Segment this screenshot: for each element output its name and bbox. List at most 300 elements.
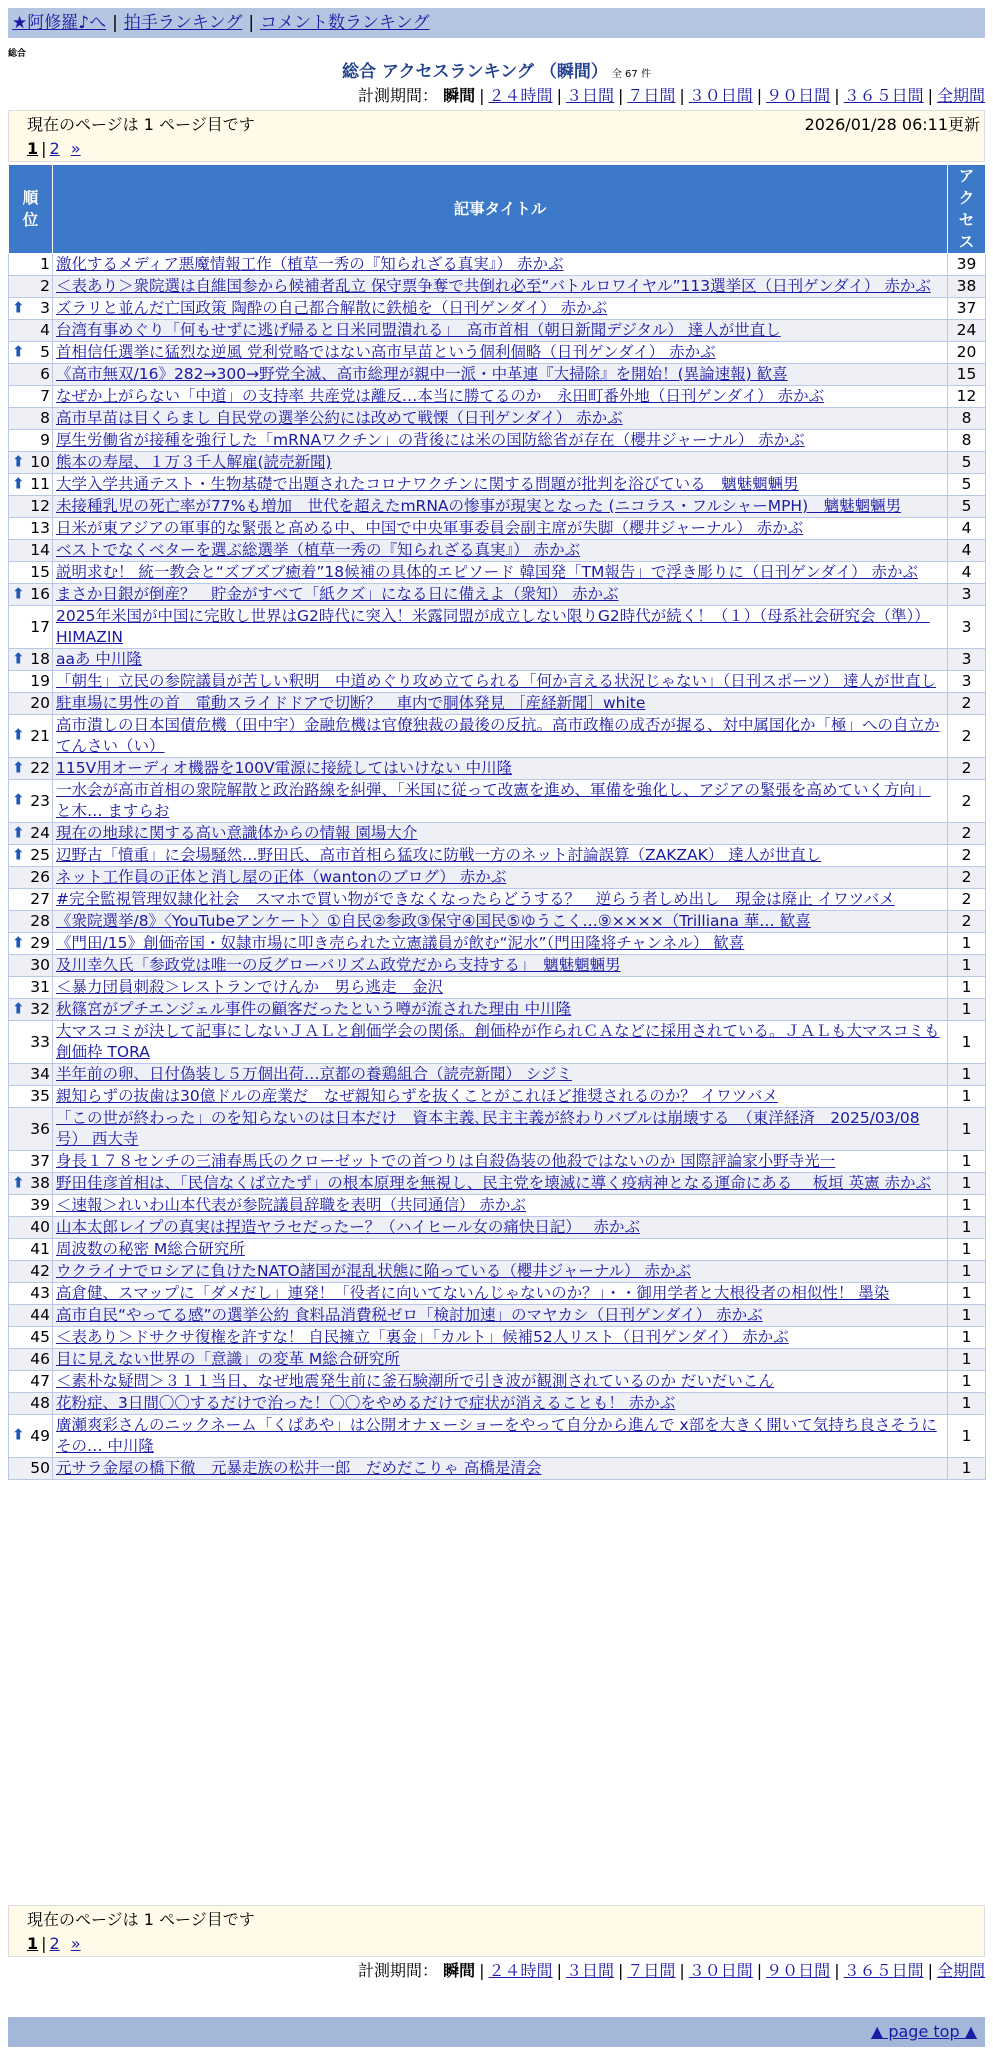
home-link[interactable]: ★阿修羅♪へ — [12, 13, 107, 33]
rank-number: 30 — [30, 956, 50, 974]
rank-header: 順位 — [9, 165, 53, 254]
rank-up-arrow-icon: ⬆ — [12, 473, 25, 492]
rank-up-arrow-icon: ⬆ — [12, 757, 25, 776]
table-row — [9, 1195, 986, 1217]
rank-up-arrow-icon: ⬆ — [12, 998, 25, 1017]
access-count: 1 — [948, 1283, 986, 1305]
access-count: 1 — [948, 1173, 986, 1195]
article-title-link[interactable]: 熊本の寿屋、１万３千人解雇(読売新聞) — [56, 453, 332, 471]
rank-cell — [9, 1064, 53, 1086]
page-2-link[interactable]: 2 — [49, 1934, 60, 1953]
rank-number: 42 — [30, 1262, 50, 1280]
rank-cell — [9, 474, 53, 496]
article-title-link[interactable]: ベストでなくベターを選ぶ総選挙（植草一秀の『知られざる真実』） 赤かぶ — [56, 541, 581, 559]
rank-number: 22 — [30, 759, 50, 777]
access-count: 1 — [948, 1151, 986, 1173]
table-row — [9, 671, 986, 693]
access-count: 2 — [948, 911, 986, 933]
rank-cell — [9, 999, 53, 1021]
article-title-link[interactable]: 目に見えない世界の「意識」の変革 M総合研究所 — [56, 1350, 400, 1368]
title-cell — [53, 474, 948, 496]
title-cell — [53, 606, 948, 649]
article-title-link[interactable]: 一水会が高市首相の衆院解散と政治路線を糾弾、「米国に従って改憲を進め、軍備を強化し、アジアの緊張を高めていく方向」と木… ますらお — [56, 781, 931, 820]
period-3d-link[interactable]: ３日間 — [565, 86, 614, 105]
current-page-number: 1 — [27, 139, 39, 158]
article-title-link[interactable]: 説明求む！ 統一教会と“ズブズブ癒着”18候補の具体的エピソード 韓国発「TM報告」で浮き彫りに（日刊ゲンダイ） 赤かぶ — [56, 563, 919, 581]
access-count: 1 — [948, 1371, 986, 1393]
rank-cell — [9, 889, 53, 911]
title-cell — [53, 540, 948, 562]
access-count: 37 — [948, 298, 986, 320]
period-all-link[interactable]: 全期間 — [936, 1961, 985, 1980]
rank-number: 36 — [30, 1119, 50, 1138]
table-row — [9, 408, 986, 430]
table-row — [9, 276, 986, 298]
table-row — [9, 823, 986, 845]
title-cell — [53, 999, 948, 1021]
article-title-link[interactable]: ネット工作員の正体と消し屋の正体（wantonのブログ） 赤かぶ — [56, 868, 507, 886]
access-count: 1 — [948, 1327, 986, 1349]
article-title-link[interactable]: ＜表あり＞ドサクサ復権を許すな！ 自民擁立「裏金」「カルト」候補52人リスト（日刊ゲンダイ） 赤かぶ — [56, 1328, 789, 1346]
ranking-table — [8, 164, 986, 1480]
next-page-link[interactable]: » — [70, 1934, 81, 1953]
table-row — [9, 867, 986, 889]
top-nav-bar — [8, 8, 985, 38]
table-row — [9, 1371, 986, 1393]
article-title-link[interactable]: 激化するメディア悪魔情報工作（植草一秀の『知られざる真実』） 赤かぶ — [56, 255, 564, 273]
table-row — [9, 254, 986, 276]
title-cell — [53, 386, 948, 408]
rank-cell — [9, 1217, 53, 1239]
rank-number: 12 — [30, 497, 50, 515]
rank-number: 6 — [40, 365, 50, 383]
article-title-link[interactable]: 115V用オーディオ機器を100V電源に接続してはいけない 中川隆 — [56, 759, 513, 777]
title-cell — [53, 1195, 948, 1217]
rank-up-arrow-icon: ⬆ — [12, 1425, 25, 1444]
access-count: 1 — [948, 1349, 986, 1371]
rank-up-arrow-icon: ⬆ — [12, 648, 25, 667]
table-row — [9, 933, 986, 955]
article-title-link[interactable]: #完全監視管理奴隷化社会 スマホで買い物ができなくなったらどうする？ 逆らう者しめ出し 現金は廃止 イワツバメ — [56, 890, 895, 908]
access-count: 8 — [948, 430, 986, 452]
title-cell — [53, 430, 948, 452]
table-row — [9, 1283, 986, 1305]
title-cell — [53, 1261, 948, 1283]
article-title-link[interactable]: 高市自民“やってる感”の選挙公約 食料品消費税ゼロ「検討加速」のマヤカシ（日刊ゲンダイ） 赤かぶ — [56, 1306, 763, 1324]
title-cell — [53, 1458, 948, 1480]
rank-number: 34 — [30, 1065, 50, 1083]
rank-cell — [9, 1415, 53, 1458]
title-cell — [53, 1064, 948, 1086]
rank-up-arrow-icon: ⬆ — [12, 451, 25, 470]
rank-cell — [9, 1021, 53, 1064]
rank-number: 3 — [40, 299, 50, 317]
access-count: 5 — [948, 496, 986, 518]
rank-cell — [9, 823, 53, 845]
clap-ranking-link[interactable]: 拍手ランキング — [123, 13, 243, 33]
rank-number: 21 — [30, 726, 50, 745]
article-title-link[interactable]: 半年前の卵、日付偽装し５万個出荷…京都の養鶏組合（読売新聞） シジミ — [56, 1065, 573, 1083]
table-row — [9, 955, 986, 977]
period-30d-link[interactable]: ３０日間 — [688, 1961, 753, 1980]
article-title-link[interactable]: 《高市無双/16》282→300→野党全滅、高市総理が親中一派・中革連『大掃除』を開始！(異論速報) 歓喜 — [56, 365, 788, 383]
table-row — [9, 693, 986, 715]
rank-number: 13 — [30, 519, 50, 537]
title-cell — [53, 715, 948, 758]
page-title — [0, 61, 993, 86]
article-title-link[interactable]: ズラリと並んだ亡国政策 陶酔の自己都合解散に鉄槌を（日刊ゲンダイ） 赤かぶ — [56, 299, 608, 317]
table-row — [9, 780, 986, 823]
access-count: 3 — [948, 584, 986, 606]
title-cell — [53, 1283, 948, 1305]
rank-cell — [9, 518, 53, 540]
title-cell — [53, 1173, 948, 1195]
access-count: 2 — [948, 693, 986, 715]
current-page-text: 現在のページは 1 ページ目です — [27, 115, 255, 134]
article-title-link[interactable]: 台湾有事めぐり「何もせずに逃げ帰ると日米同盟潰れる」 高市首相（朝日新聞デジタル） 達人が世直し — [56, 321, 781, 339]
access-count: 2 — [948, 845, 986, 867]
rank-up-arrow-icon: ⬆ — [12, 932, 25, 951]
period-selector-bottom: 計測期間： 瞬間 | ２４時間 | ３日間 | ７日間 | ３０日間 | ９０日間 | ３６５日間 | 全期間 — [358, 1961, 985, 1980]
table-row — [9, 430, 986, 452]
rank-cell — [9, 298, 53, 320]
rank-cell — [9, 649, 53, 671]
period-365d-link[interactable]: ３６５日間 — [843, 86, 924, 105]
page-2-link[interactable]: 2 — [49, 139, 60, 158]
article-title-link[interactable]: ＜表あり＞衆院選は自維国参から候補者乱立 保守票争奪で共倒れ必至“バトルロワイヤル”113選挙区（日刊ゲンダイ） 赤かぶ — [56, 277, 931, 295]
table-row — [9, 845, 986, 867]
access-count: 1 — [948, 1108, 986, 1151]
article-title-link[interactable]: 高倉健、スマップに「ダメだし」連発！「役者に向いてないんじゃないのか？」・・御用学者と大根役者の相似性！ 墨染 — [56, 1284, 890, 1302]
article-title-link[interactable]: 秋篠宮がプチエンジェル事件の顧客だったという噂が流された理由 中川隆 — [56, 1000, 572, 1018]
article-title-link[interactable]: ＜素朴な疑問＞３１１当日、なぜ地震発生前に釜石験潮所で引き波が観測されているのか だいだいこん — [56, 1372, 774, 1390]
article-title-link[interactable]: 「この世が終わった」のを知らないのは日本だけ 資本主義､民主主義が終わりバブルは崩壊する （東洋経済 2025/03/08号） 西大寺 — [56, 1109, 920, 1148]
period-label: 計測期間： — [358, 86, 439, 105]
article-title-link[interactable]: 《門田/15》創価帝国・奴隷市場に叩き売られた立憲議員が飲む“泥水”（門田隆将チャンネル） 歓喜 — [56, 934, 745, 952]
rank-number: 38 — [30, 1174, 50, 1192]
page-top-link[interactable]: ▲ page top ▲ — [870, 2022, 977, 2041]
table-row — [9, 1305, 986, 1327]
access-count: 39 — [948, 254, 986, 276]
table-row — [9, 1458, 986, 1480]
table-row — [9, 1173, 986, 1195]
rank-number: 15 — [30, 563, 50, 581]
title-cell — [53, 276, 948, 298]
article-title-link[interactable]: 周波数の秘密 M総合研究所 — [56, 1240, 245, 1258]
rank-number: 20 — [30, 694, 50, 712]
access-count: 4 — [948, 562, 986, 584]
rank-number: 31 — [30, 978, 50, 996]
table-row — [9, 758, 986, 780]
pagination-top — [8, 110, 985, 162]
article-title-link[interactable]: 厚生労働省が接種を強行した「mRNAワクチン」の背後には米の国防総省が存在（櫻井ジャーナル） 赤かぶ — [56, 431, 805, 449]
table-row — [9, 1108, 986, 1151]
rank-cell — [9, 977, 53, 999]
article-title-link[interactable]: 身長１７８センチの三浦春馬氏のクローゼットでの首つりは自殺偽装の他殺ではないのか 国際評論家小野寺光一 — [56, 1152, 836, 1170]
article-title-link[interactable]: 野田佳彦首相は、「民信なくば立たず」の根本原理を無視し、民主党を壊滅に導く疫病神となる運命にある 板垣 英憲 赤かぶ — [56, 1174, 932, 1192]
rank-cell — [9, 1458, 53, 1480]
article-title-link[interactable]: 2025年米国が中国に完敗し世界はG2時代に突入！米露同盟が成立しない限りG2時代が続く！（１）（母系社会研究会（準））HIMAZIN — [56, 607, 930, 646]
article-title-link[interactable]: 花粉症、3日間〇〇するだけで治った！〇〇をやめるだけで症状が消えることも！ 赤かぶ — [56, 1394, 676, 1412]
title-cell — [53, 977, 948, 999]
article-title-link[interactable]: 廣瀬爽彩さんのニックネーム「くぱあや」は公開オナｘーショーをやって自分から進んで x部を大きく開いて気持ち良さそうにその… 中川隆 — [56, 1416, 937, 1455]
period-24h-link[interactable]: ２４時間 — [488, 86, 553, 105]
rank-cell — [9, 845, 53, 867]
rank-up-arrow-icon: ⬆ — [12, 1172, 25, 1191]
rank-up-arrow-icon: ⬆ — [12, 725, 25, 744]
title-cell — [53, 780, 948, 823]
table-row — [9, 1217, 986, 1239]
title-cell — [53, 496, 948, 518]
period-7d-link[interactable]: ７日間 — [627, 86, 676, 105]
table-row — [9, 496, 986, 518]
title-cell — [53, 1349, 948, 1371]
count-header: アクセス — [948, 165, 986, 254]
access-count: 3 — [948, 606, 986, 649]
title-cell — [53, 649, 948, 671]
title-cell — [53, 320, 948, 342]
article-title-link[interactable]: 高市早苗は目くらまし 自民党の選挙公約には改めて戦慄（日刊ゲンダイ） 赤かぶ — [56, 409, 623, 427]
article-title-link[interactable]: 元サラ金屋の橋下徹 元暴走族の松井一郎 だめだこりゃ 高橋是清会 — [56, 1459, 542, 1477]
article-title-link[interactable]: 《衆院選挙/8》〈YouTubeアンケート〉①自民②参政③保守④国民⑤ゆうこく…⑨××××（Trilliana 華… 歓喜 — [56, 912, 811, 930]
period-selector-top: 計測期間： 瞬間 | ２４時間 | ３日間 | ７日間 | ３０日間 | ９０日間 | ３６５日間 | 全期間 — [358, 86, 985, 105]
rank-cell — [9, 408, 53, 430]
article-title-link[interactable]: ＜速報＞れいわ山本代表が参院議員辞職を表明（共同通信） 赤かぶ — [56, 1196, 526, 1214]
article-title-link[interactable]: 駐車場に男性の首 電動スライドドアで切断？ 車内で胴体発見 ［産経新聞］white — [56, 694, 646, 712]
table-row — [9, 999, 986, 1021]
rank-cell — [9, 1086, 53, 1108]
rank-cell — [9, 496, 53, 518]
period-7d-link[interactable]: ７日間 — [627, 1961, 676, 1980]
table-row — [9, 889, 986, 911]
access-count: 1 — [948, 1393, 986, 1415]
article-title-link[interactable]: 大マスコミが決して記事にしないＪＡＬと創価学会の関係。創価枠が作られＣＡなどに採用されている。ＪＡＬも大マスコミも創価枠 TORA — [56, 1022, 940, 1061]
rank-up-arrow-icon: ⬆ — [12, 790, 25, 809]
title-cell — [53, 867, 948, 889]
article-title-link[interactable]: 現在の地球に関する高い意識体からの情報 園場大介 — [56, 824, 418, 842]
access-count: 1 — [948, 1305, 986, 1327]
access-count: 2 — [948, 758, 986, 780]
article-title-link[interactable]: 及川幸久氏「参政党は唯一の反グローバリズム政党だから支持する」 魑魅魍魎男 — [56, 956, 621, 974]
rank-number: 41 — [30, 1240, 50, 1258]
table-row — [9, 1151, 986, 1173]
article-title-link[interactable]: 「朝生」立民の参院議員が苦しい釈明 中道めぐり攻め立てられる「何か言える状況じゃない」（日刊スポーツ） 達人が世直し — [56, 672, 937, 690]
title-cell — [53, 452, 948, 474]
rank-number: 50 — [30, 1459, 50, 1477]
current-page-number: 1 — [27, 1934, 39, 1953]
rank-number: 29 — [30, 934, 50, 952]
rank-up-arrow-icon: ⬆ — [12, 297, 25, 316]
comment-ranking-link[interactable]: コメント数ランキング — [260, 13, 430, 33]
table-row — [9, 386, 986, 408]
period-current: 瞬間 — [443, 86, 476, 105]
title-cell — [53, 1086, 948, 1108]
access-count: 1 — [948, 1064, 986, 1086]
article-title-link[interactable]: 大学入学共通テスト・生物基礎で出題されたコロナワクチンに関する問題が批判を浴びている 魑魅魍魎男 — [56, 475, 799, 493]
rank-number: 37 — [30, 1152, 50, 1170]
access-count: 2 — [948, 823, 986, 845]
table-row — [9, 911, 986, 933]
article-title-link[interactable]: 日米が東アジアの軍事的な緊張と高める中、中国で中央軍事委員会副主席が失脚（櫻井ジャーナル） 赤かぶ — [56, 519, 804, 537]
table-row — [9, 977, 986, 999]
article-title-link[interactable]: まさか日銀が倒産？ 貯金がすべて「紙クズ」になる日に備えよ（衆知） 赤かぶ — [56, 585, 619, 603]
rank-cell — [9, 342, 53, 364]
article-title-link[interactable]: 辺野古「憤重」に会場騒然…野田氏、高市首相ら猛攻に防戦一方のネット討論誤算（ZAKZAK） 達人が世直し — [56, 846, 822, 864]
table-header-row — [9, 165, 986, 254]
rank-number: 25 — [30, 846, 50, 864]
title-cell — [53, 933, 948, 955]
title-cell — [53, 408, 948, 430]
article-title-link[interactable]: 首相信任選挙に猛烈な逆風 党利党略ではない高市早苗という個利個略（日刊ゲンダイ） 赤かぶ — [56, 343, 716, 361]
title-cell — [53, 1021, 948, 1064]
rank-cell — [9, 780, 53, 823]
article-title-link[interactable]: 未接種乳児の死亡率が77%も増加 世代を超えたmRNAの惨事が現実となった (ニコラス・フルシャーMPH) 魑魅魍魎男 — [56, 497, 902, 515]
rank-cell — [9, 671, 53, 693]
next-page-link[interactable]: » — [70, 139, 81, 158]
rank-cell — [9, 430, 53, 452]
rank-cell — [9, 955, 53, 977]
table-row — [9, 298, 986, 320]
title-cell — [53, 1415, 948, 1458]
rank-cell — [9, 386, 53, 408]
period-90d-link[interactable]: ９０日間 — [766, 86, 831, 105]
rank-cell — [9, 562, 53, 584]
rank-number: 10 — [30, 453, 50, 471]
table-row — [9, 1086, 986, 1108]
access-count: 38 — [948, 276, 986, 298]
access-count: 2 — [948, 867, 986, 889]
title-cell — [53, 364, 948, 386]
rank-number: 32 — [30, 1000, 50, 1018]
access-count: 1 — [948, 1021, 986, 1064]
article-title-link[interactable]: 親知らずの抜歯は30億ドルの産業だ なぜ親知らずを抜くことがこれほど推奨されるのか？ イワツバメ — [56, 1087, 778, 1105]
title-cell — [53, 298, 948, 320]
table-row — [9, 342, 986, 364]
rank-number: 18 — [30, 650, 50, 668]
title-cell — [53, 1371, 948, 1393]
table-row — [9, 1393, 986, 1415]
table-row — [9, 1349, 986, 1371]
access-count: 2 — [948, 715, 986, 758]
access-count: 1 — [948, 1261, 986, 1283]
rank-cell — [9, 584, 53, 606]
period-24h-link[interactable]: ２４時間 — [488, 1961, 553, 1980]
article-title-link[interactable]: ＜暴力団員刺殺＞レストランでけんか 男ら逃走 金沢 — [56, 978, 444, 996]
rank-up-arrow-icon: ⬆ — [12, 844, 25, 863]
table-row — [9, 649, 986, 671]
access-count: 12 — [948, 386, 986, 408]
article-title-link[interactable]: 山本太郎レイプの真実は捏造ヤラセだったー？（ハイヒール女の痛快日記） 赤かぶ — [56, 1218, 641, 1236]
rank-cell — [9, 1283, 53, 1305]
period-all-link[interactable]: 全期間 — [936, 86, 985, 105]
title-header: 記事タイトル — [53, 165, 948, 254]
page-links: 1 | 2 » — [27, 1934, 81, 1953]
nav-separator: | — [248, 13, 255, 33]
table-row — [9, 1021, 986, 1064]
access-count: 3 — [948, 649, 986, 671]
rank-cell — [9, 1261, 53, 1283]
table-row — [9, 715, 986, 758]
rank-number: 44 — [30, 1306, 50, 1324]
rank-up-arrow-icon: ⬆ — [12, 583, 25, 602]
access-count: 1 — [948, 1415, 986, 1458]
access-count: 1 — [948, 1217, 986, 1239]
rank-cell — [9, 1393, 53, 1415]
category-label: 総合 — [8, 49, 27, 59]
period-label: 計測期間： — [358, 1961, 439, 1980]
period-3d-link[interactable]: ３日間 — [565, 1961, 614, 1980]
title-cell — [53, 342, 948, 364]
rank-number: 46 — [30, 1350, 50, 1368]
table-row — [9, 364, 986, 386]
article-title-link[interactable]: なぜか上がらない「中道」の支持率 共産党は離反…本当に勝てるのか 永田町番外地（日刊ゲンダイ） 赤かぶ — [56, 387, 825, 405]
article-title-link[interactable]: ウクライナでロシアに負けたNATO諸国が混乱状態に陥っている（櫻井ジャーナル） 赤かぶ — [56, 1262, 692, 1280]
title-cell — [53, 518, 948, 540]
rank-number: 16 — [30, 585, 50, 603]
access-count: 15 — [948, 364, 986, 386]
rank-number: 9 — [40, 431, 50, 449]
table-row — [9, 320, 986, 342]
rank-cell — [9, 933, 53, 955]
page-links: 1 | 2 » — [27, 139, 81, 158]
rank-number: 17 — [30, 617, 50, 636]
rank-up-arrow-icon: ⬆ — [12, 341, 25, 360]
access-count: 3 — [948, 671, 986, 693]
period-30d-link[interactable]: ３０日間 — [688, 86, 753, 105]
title-cell — [53, 1305, 948, 1327]
pagination-bottom — [8, 1905, 985, 1957]
rank-number: 14 — [30, 541, 50, 559]
rank-cell — [9, 1327, 53, 1349]
rank-number: 45 — [30, 1328, 50, 1346]
title-cell — [53, 584, 948, 606]
article-title-link[interactable]: 高市潰しの日本国債危機（田中宇）金融危機は官僚独裁の最後の反抗。高市政権の成否が握る、対中属国化か「極」への自立か てんさい（い） — [56, 716, 940, 755]
period-365d-link[interactable]: ３６５日間 — [843, 1961, 924, 1980]
title-cell — [53, 955, 948, 977]
rank-cell — [9, 1173, 53, 1195]
rank-number: 7 — [40, 387, 50, 405]
rank-number: 19 — [30, 672, 50, 690]
rank-number: 23 — [30, 791, 50, 810]
access-count: 1 — [948, 955, 986, 977]
title-cell — [53, 1327, 948, 1349]
access-count: 1 — [948, 933, 986, 955]
rank-number: 40 — [30, 1218, 50, 1236]
period-90d-link[interactable]: ９０日間 — [766, 1961, 831, 1980]
rank-cell — [9, 758, 53, 780]
title-cell — [53, 1239, 948, 1261]
access-count: 1 — [948, 1086, 986, 1108]
access-count: 8 — [948, 408, 986, 430]
rank-number: 43 — [30, 1284, 50, 1302]
title-cell — [53, 889, 948, 911]
title-cell — [53, 758, 948, 780]
rank-number: 28 — [30, 912, 50, 930]
article-title-link[interactable]: aaあ 中川隆 — [56, 650, 142, 668]
rank-number: 48 — [30, 1394, 50, 1412]
rank-number: 1 — [40, 255, 50, 273]
rank-number: 27 — [30, 890, 50, 908]
access-count: 1 — [948, 1239, 986, 1261]
table-row — [9, 1261, 986, 1283]
access-count: 5 — [948, 452, 986, 474]
access-count: 4 — [948, 540, 986, 562]
title-cell — [53, 671, 948, 693]
rank-cell — [9, 254, 53, 276]
rank-number: 4 — [40, 321, 50, 339]
access-count: 1 — [948, 1195, 986, 1217]
rank-cell — [9, 276, 53, 298]
